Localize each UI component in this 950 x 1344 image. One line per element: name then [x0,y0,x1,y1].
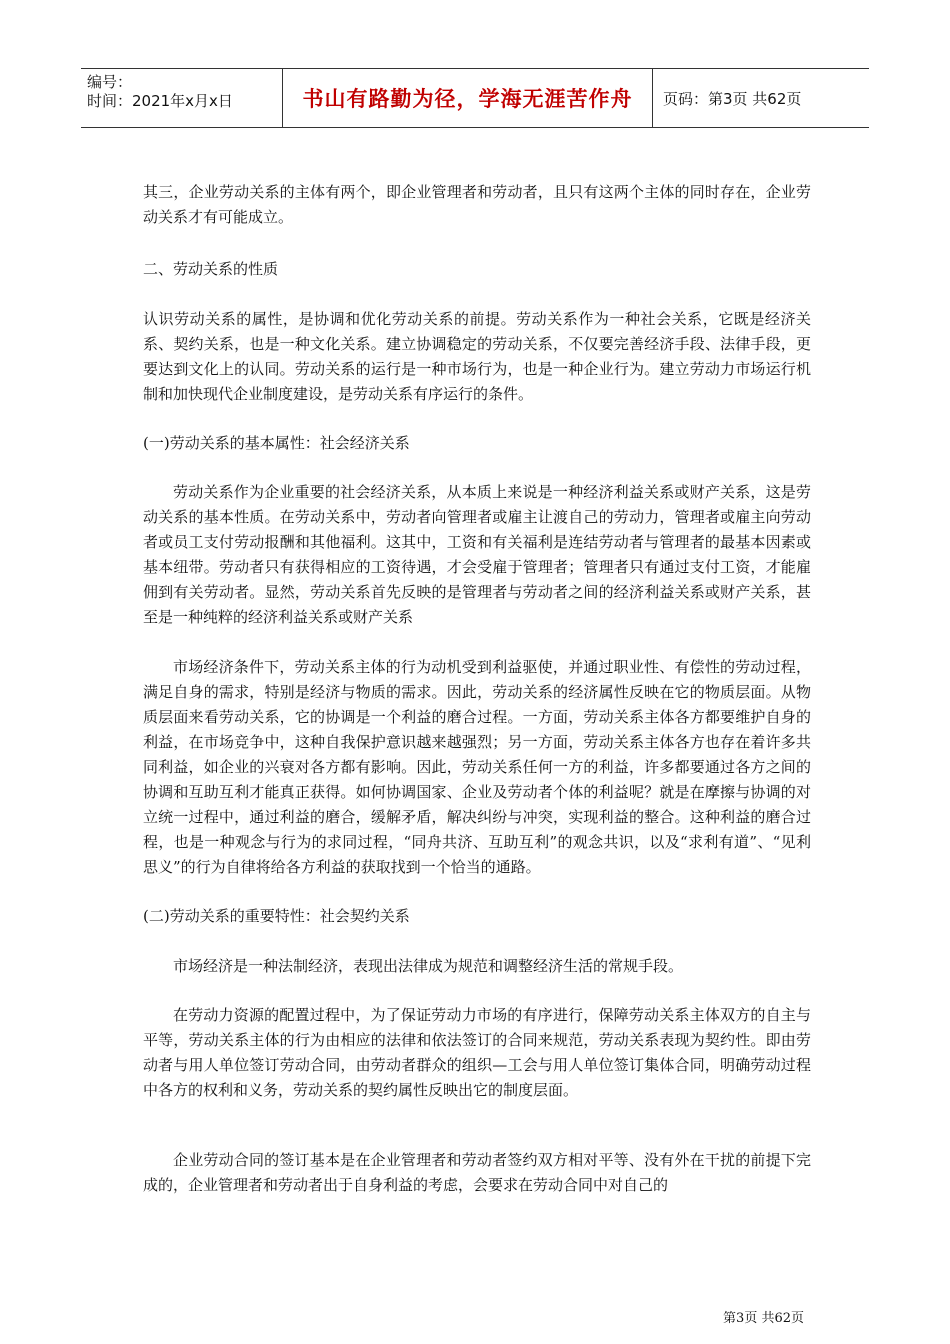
paragraph: 认识劳动关系的属性，是协调和优化劳动关系的前提。劳动关系作为一种社会关系，它既是经济关系、契约关系，也是一种文化关系。建立协调稳定的劳动关系，不仅要完善经济手段、法律手段，更要达到文化上的认同。劳动关系的运行是一种市场行为，也是一种企业行为。建立劳动力市场运行机制和加快现代企业制度建设，是劳动关系有序运行的条件。 [143,310,811,403]
paragraph: 其三，企业劳动关系的主体有两个，即企业管理者和劳动者，且只有这两个主体的同时存在，企业劳动关系才有可能成立。 [143,183,811,226]
paragraph: 市场经济条件下，劳动关系主体的行为动机受到利益驱使，并通过职业性、有偿性的劳动过程，满足自身的需求，特别是经济与物质的需求。因此，劳动关系的经济属性反映在它的物质层面。从物质层面来看劳动关系，它的协调是一个利益的磨合过程。一方面，劳动关系主体各方都要维护自身的利益，在市场竞争中，这种自我保护意识越来越强烈；另一方面，劳动关系主体各方也存在着许多共同利益，如企业的兴衰对各方都有影响。因此，劳动关系任何一方的利益，许多都要通过各方之间的协调和互助互利才能真正获得。如何协调国家、企业及劳动者个体的利益呢？就是在摩擦与协调的对立统一过程中，通过利益的磨合，缓解矛盾，解决纠纷与冲突，实现利益的整合。这种利益的磨合过程，也是一种观念与行为的求同过程，“同舟共济、互助互利”的观念共识，以及“求利有道”、“见利思义”的行为自律将给各方利益的获取找到一个恰当的通路。 [143,658,811,876]
document-date: 时间：2021年x月x日 [87,92,233,110]
document-body [143,180,811,1198]
page-footer: 第3页 共62页 [723,1311,804,1326]
paragraph: 在劳动力资源的配置过程中，为了保证劳动力市场的有序进行，保障劳动关系主体双方的自主与平等，劳动关系主体的行为由相应的法律和依法签订的合同来规范，劳动关系表现为契约性。即由劳动者与用人单位签订劳动合同，由劳动者群众的组织—工会与用人单位签订集体合同，明确劳动过程中各方的权利和义务，劳动关系的契约属性反映出它的制度层面。 [143,1006,811,1099]
section-heading: 二、劳动关系的性质 [143,260,279,278]
header-meta [81,69,282,127]
paragraph: 市场经济是一种法制经济，表现出法律成为规范和调整经济生活的常规手段。 [173,957,684,975]
header-page-number: 页码：第3页 共62页 [663,89,802,108]
document-number-label: 编号： [87,73,133,91]
paragraph: 劳动关系作为企业重要的社会经济关系，从本质上来说是一种经济利益关系或财产关系，这是劳动关系的基本性质。在劳动关系中，劳动者向管理者或雇主让渡自己的劳动力，管理者或雇主向劳动者或员工支付劳动报酬和其他福利。这其中，工资和有关福利是连结劳动者与管理者的最基本因素或基本纽带。劳动者只有获得相应的工资待遇，才会受雇于管理者；管理者只有通过支付工资，才能雇佣到有关劳动者。显然，劳动关系首先反映的是管理者与劳动者之间的经济利益关系或财产关系，甚至是一种纯粹的经济利益关系或财产关系 [143,483,811,626]
header-motto: 书山有路勤为径，学海无涯苦作舟 [282,69,653,127]
page-header [81,68,869,128]
subsection-heading: (二)劳动关系的重要特性：社会契约关系 [143,907,410,925]
paragraph: 企业劳动合同的签订基本是在企业管理者和劳动者签约双方相对平等、没有外在干扰的前提下完成的，企业管理者和劳动者出于自身利益的考虑，会要求在劳动合同中对自己的 [143,1151,811,1194]
subsection-heading: (一)劳动关系的基本属性：社会经济关系 [143,434,410,452]
